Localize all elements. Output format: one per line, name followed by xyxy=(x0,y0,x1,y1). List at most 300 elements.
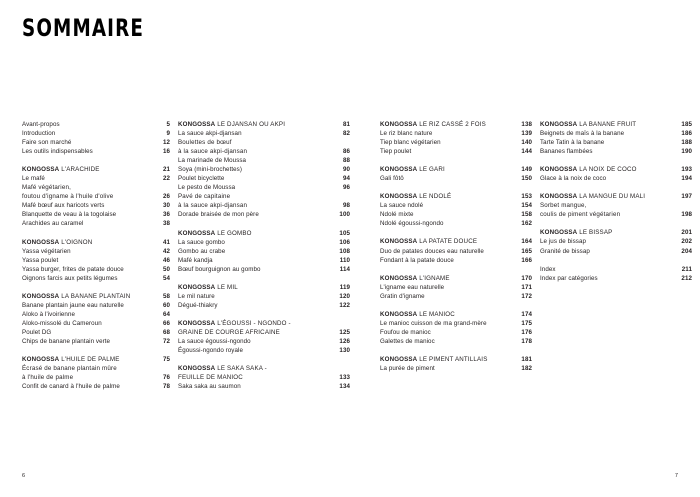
toc-entry-title: L'HUILE DE PALME xyxy=(61,356,120,364)
toc-entry[interactable] xyxy=(380,256,532,265)
kongossa-tag: KONGOSSA xyxy=(178,121,216,128)
toc-entry-page-number: 54 xyxy=(162,274,170,282)
toc-entry-label: Introduction xyxy=(22,130,56,138)
toc-entry-page-number: 197 xyxy=(681,193,692,201)
toc-entry-label: Écrasé de banane plantain mûre xyxy=(22,365,117,373)
toc-entry-label: Le manioc cuisson de ma grand-mère xyxy=(380,319,487,327)
toc-entry-page-number: 126 xyxy=(339,337,350,345)
toc-entry-label: Yassa poulet xyxy=(22,256,59,264)
toc-entry-page-number: 94 xyxy=(342,175,350,183)
toc-entry-page-number: 162 xyxy=(521,220,532,228)
toc-entry[interactable] xyxy=(540,210,692,219)
toc-entry-label xyxy=(380,165,514,174)
toc-entry[interactable] xyxy=(22,337,170,346)
toc-entry-page-number: 100 xyxy=(339,211,350,219)
toc-entry-label: Faire son marché xyxy=(22,139,72,147)
toc-entry-page-number: 36 xyxy=(162,211,170,219)
toc-column-4 xyxy=(540,120,700,391)
toc-entry-page-number: 175 xyxy=(521,319,532,327)
toc-entry[interactable] xyxy=(22,120,170,129)
toc-entry-label: Soya (mini-brochettes) xyxy=(178,166,243,174)
toc-entry-page-number: 204 xyxy=(681,247,692,255)
toc-entry-label: Boulettes de bœuf xyxy=(178,139,232,147)
toc-entry[interactable] xyxy=(178,174,350,183)
toc-entry-label xyxy=(178,283,332,292)
toc-entry-page-number: 190 xyxy=(681,148,692,156)
toc-entry-label: Fondant à la patate douce xyxy=(380,256,454,264)
toc-column-3 xyxy=(358,120,540,391)
toc-entry-page-number: 165 xyxy=(521,247,532,255)
toc-entry[interactable] xyxy=(178,129,350,138)
toc-entry[interactable] xyxy=(22,373,170,382)
toc-entry-title: LA MANGUE DU MALI xyxy=(579,193,646,201)
toc-entry-label xyxy=(380,274,514,283)
toc-entry-page-number: 110 xyxy=(339,256,350,264)
toc-entry[interactable] xyxy=(380,328,532,337)
toc-entry-page-number: 170 xyxy=(521,274,532,282)
toc-section-heading[interactable] xyxy=(540,192,692,201)
toc-entry-page-number: 193 xyxy=(681,166,692,174)
folio-right: 7 xyxy=(674,473,678,479)
toc-entry-label: Poulet bicyclette xyxy=(178,175,225,183)
toc-entry[interactable] xyxy=(22,192,170,201)
toc-entry-label: Dorade braisée de mon père xyxy=(178,211,259,219)
toc-entry[interactable] xyxy=(380,337,532,346)
toc-entry-label: Galettes de manioc xyxy=(380,337,435,345)
toc-entry-label: Beignets de maïs à la banane xyxy=(540,130,625,138)
toc-entry-page-number: 22 xyxy=(162,175,170,183)
toc-entry[interactable] xyxy=(540,247,692,256)
toc-entry-page-number: 30 xyxy=(162,202,170,210)
toc-entry-label: Mafé kandja xyxy=(178,256,213,264)
toc-entry-page-number: 182 xyxy=(521,364,532,372)
toc-entry[interactable] xyxy=(22,265,170,274)
kongossa-tag: KONGOSSA xyxy=(22,292,60,300)
toc-entry-title: L'ÉGOUSSI - NGONDO - xyxy=(217,319,291,327)
toc-entry-label xyxy=(380,192,514,201)
toc-entry[interactable] xyxy=(178,292,350,301)
toc-section-heading[interactable] xyxy=(22,238,170,247)
kongossa-tag: KONGOSSA xyxy=(178,283,216,291)
toc-entry-label: à l'huile de palme xyxy=(22,374,74,382)
toc-entry[interactable] xyxy=(540,265,692,274)
toc-entry-label xyxy=(380,310,514,319)
toc-entry-page-number: 16 xyxy=(162,148,170,156)
toc-section-heading[interactable] xyxy=(178,283,350,292)
toc-entry-page-number: 119 xyxy=(339,283,350,291)
toc-entry-label: Avant-propos xyxy=(22,121,60,128)
kongossa-tag: KONGOSSA xyxy=(22,166,60,174)
toc-entry[interactable] xyxy=(380,247,532,256)
toc-entry-label: Tiep blanc végétarien xyxy=(380,139,441,147)
toc-column-1 xyxy=(0,120,178,391)
toc-entry-page-number: 75 xyxy=(162,356,170,364)
toc-entry[interactable] xyxy=(178,201,350,210)
toc-entry-page-number: 38 xyxy=(162,220,170,228)
toc-section-heading[interactable] xyxy=(178,364,350,373)
toc-entry-page-number: 114 xyxy=(339,265,350,273)
toc-entry-label: Foufou de manioc xyxy=(380,328,431,336)
toc-entry-label: Le riz blanc nature xyxy=(380,130,433,138)
toc-entry-title: LE MANIOC xyxy=(419,310,455,318)
toc-entry[interactable] xyxy=(22,147,170,156)
toc-entry[interactable] xyxy=(22,247,170,256)
toc-section-heading[interactable] xyxy=(22,355,170,364)
toc-entry-page-number: 212 xyxy=(681,274,692,282)
toc-entry-page-number: 86 xyxy=(342,148,350,156)
toc-entry-page-number: 150 xyxy=(521,175,532,183)
toc-entry[interactable] xyxy=(22,219,170,228)
toc-entry-label xyxy=(178,120,332,129)
toc-entry-label: Bœuf bourguignon au gombo xyxy=(178,265,261,273)
toc-entry-page-number: 98 xyxy=(342,202,350,210)
toc-entry-label: Poulet DG xyxy=(22,328,52,336)
toc-entry-title: LA BANANE PLANTAIN xyxy=(61,292,131,300)
toc-entry-title: LA NOIX DE COCO xyxy=(579,166,637,174)
toc-entry-page-number: 211 xyxy=(681,265,692,273)
toc-entry[interactable] xyxy=(22,364,170,373)
toc-entry-label: La sauce akpi-djansan xyxy=(178,130,242,138)
toc-entry[interactable] xyxy=(178,147,350,156)
toc-entry[interactable] xyxy=(22,328,170,337)
toc-entry-label: La sauce ndolé xyxy=(380,202,424,210)
toc-entry[interactable] xyxy=(178,346,350,355)
toc-entry-page-number: 174 xyxy=(521,310,532,318)
toc-entry-page-number: 133 xyxy=(339,374,350,382)
toc-entry-label xyxy=(22,292,152,301)
toc-entry[interactable] xyxy=(380,319,532,328)
toc-entry[interactable] xyxy=(540,201,692,210)
toc-entry-label: Aloko à l'ivoirienne xyxy=(22,310,75,318)
toc-spacer xyxy=(540,256,692,265)
toc-entry-page-number: 12 xyxy=(162,139,170,147)
toc-entry-page-number: 186 xyxy=(681,130,692,138)
toc-entry-title: LA PATATE DOUCE xyxy=(419,238,478,246)
toc-entry[interactable] xyxy=(22,382,170,391)
toc-entry-label: Le pesto de Moussa xyxy=(178,184,236,192)
toc-entry-label xyxy=(22,238,152,247)
kongossa-tag: KONGOSSA xyxy=(380,310,418,318)
toc-entry[interactable] xyxy=(178,238,350,247)
toc-entry-page-number: 166 xyxy=(521,256,532,264)
toc-entry-label xyxy=(178,364,332,373)
toc-entry[interactable] xyxy=(178,183,350,192)
toc-entry-label: Saka saka au saumon xyxy=(178,383,241,391)
toc-section-heading[interactable] xyxy=(178,229,350,238)
toc-entry-label: Yassa burger, frites de patate douce xyxy=(22,265,124,273)
kongossa-tag: KONGOSSA xyxy=(380,274,418,282)
kongossa-tag: KONGOSSA xyxy=(178,319,216,327)
toc-entry-page-number: 60 xyxy=(162,301,170,309)
kongossa-tag: KONGOSSA xyxy=(22,238,60,246)
toc-entry[interactable] xyxy=(22,129,170,138)
kongossa-tag: KONGOSSA xyxy=(380,121,418,128)
kongossa-tag: KONGOSSA xyxy=(178,365,216,373)
toc-entry-label xyxy=(22,165,152,174)
toc-entry-label: Yassa végétarien xyxy=(22,247,71,255)
toc-entry-page-number: 153 xyxy=(521,193,532,201)
toc-entry-label: L'igname eau naturelle xyxy=(380,283,445,291)
toc-entry-label: La purée de piment xyxy=(380,364,435,372)
toc-entry-label xyxy=(178,229,332,238)
toc-section-heading[interactable] xyxy=(178,319,350,328)
toc-entry-page-number: 171 xyxy=(521,283,532,291)
toc-entry-page-number: 172 xyxy=(521,292,532,300)
toc-entry-label: Index xyxy=(540,265,556,273)
toc-entry-title: L'OIGNON xyxy=(61,238,93,246)
toc-entry-page-number: 149 xyxy=(521,166,532,174)
toc-entry-label: Granité de bissap xyxy=(540,247,590,255)
toc-entry-label xyxy=(380,237,514,246)
toc-entry-label: Les outils indispensables xyxy=(22,148,93,156)
toc-entry-page-number: 88 xyxy=(342,157,350,165)
toc-entry[interactable] xyxy=(178,192,350,201)
toc-entry-label xyxy=(22,355,152,364)
toc-entry-label: La sauce égoussi-ngondo xyxy=(178,337,251,345)
toc-entry[interactable] xyxy=(380,364,532,373)
toc-entry-label: Blanquette de veau à la togolaise xyxy=(22,211,117,219)
toc-entry-page-number: 154 xyxy=(521,202,532,210)
kongossa-tag: KONGOSSA xyxy=(380,166,418,174)
toc-entry-page-number: 130 xyxy=(339,347,350,355)
toc-entry-label: Le jus de bissap xyxy=(540,238,586,246)
toc-entry[interactable] xyxy=(178,328,350,337)
toc-entry-title: LA BANANE FRUIT xyxy=(579,121,637,128)
toc-entry-page-number: 134 xyxy=(339,383,350,391)
toc-entry[interactable] xyxy=(178,156,350,165)
page-title-wrap xyxy=(22,13,145,42)
toc-entry-page-number: 81 xyxy=(342,121,350,128)
toc-entry-page-number: 58 xyxy=(162,292,170,300)
toc-entry[interactable] xyxy=(178,382,350,391)
toc-entry-page-number: 105 xyxy=(339,229,350,237)
toc-entry-label: Ndolé égoussi-ngondo xyxy=(380,220,444,228)
toc-entry-label: La sauce gombo xyxy=(178,238,225,246)
toc-entry-label xyxy=(540,120,674,129)
toc-entry-label: Chips de banane plantain verte xyxy=(22,337,111,345)
toc-entry-page-number: 176 xyxy=(521,328,532,336)
toc-entry-label: coulis de piment végétarien xyxy=(540,211,621,219)
toc-section-heading[interactable] xyxy=(540,165,692,174)
toc-entry[interactable] xyxy=(22,301,170,310)
toc-entry-page-number: 5 xyxy=(166,121,170,128)
toc-entry-page-number: 198 xyxy=(681,211,692,219)
toc-entry[interactable] xyxy=(178,138,350,147)
toc-entry-page-number: 82 xyxy=(342,130,350,138)
toc-entry-title: LE BISSAP xyxy=(579,229,613,237)
toc-entry[interactable] xyxy=(380,174,532,183)
toc-entry-label: Gratin d'igname xyxy=(380,292,425,300)
toc-entry-title: LE RIZ CASSÉ 2 FOIS xyxy=(419,121,486,128)
toc-entry[interactable] xyxy=(540,147,692,156)
toc-entry-title: LE GOMBO xyxy=(217,229,252,237)
toc-entry-page-number: 140 xyxy=(521,139,532,147)
toc-entry[interactable] xyxy=(22,183,170,192)
toc-entry-page-number: 78 xyxy=(162,383,170,391)
toc-entry-page-number: 41 xyxy=(162,238,170,246)
toc-section-heading[interactable] xyxy=(380,310,532,319)
toc-entry-label: FEUILLE DE MANIOC xyxy=(178,374,243,382)
toc-entry[interactable] xyxy=(540,237,692,246)
toc-entry-page-number: 202 xyxy=(681,238,692,246)
toc-entry-label: foutou d'igname à l'huile d'olive xyxy=(22,193,114,201)
toc-entry[interactable] xyxy=(380,219,532,228)
toc-section-heading[interactable] xyxy=(540,228,692,237)
folio-left: 6 xyxy=(22,473,26,479)
toc-section-heading[interactable] xyxy=(380,120,532,129)
toc-entry-label: Le mafé xyxy=(22,175,45,183)
toc-entry-page-number: 46 xyxy=(162,256,170,264)
toc-entry-label: à la sauce akpi-djansan xyxy=(178,148,248,156)
toc-entry-label: Tarte Tatin à la banane xyxy=(540,139,605,147)
toc-entry-page-number: 178 xyxy=(521,337,532,345)
toc-entry-label: GRAINE DE COURGE AFRICAINE xyxy=(178,328,280,336)
toc-entry-page-number: 21 xyxy=(162,166,170,174)
toc-entry-page-number: 138 xyxy=(521,121,532,128)
toc-section-heading[interactable] xyxy=(380,355,532,364)
toc-entry-label xyxy=(540,165,674,174)
toc-entry[interactable] xyxy=(380,147,532,156)
toc-entry-page-number: 122 xyxy=(339,301,350,309)
toc-entry-label: Aloko-missolé du Cameroun xyxy=(22,319,102,327)
toc-entry[interactable] xyxy=(178,301,350,310)
toc-entry[interactable] xyxy=(380,201,532,210)
toc-entry-page-number: 66 xyxy=(162,319,170,327)
toc-section-heading[interactable] xyxy=(380,274,532,283)
toc-entry-page-number: 144 xyxy=(521,148,532,156)
toc-entry-page-number: 139 xyxy=(521,130,532,138)
toc-entry[interactable] xyxy=(22,274,170,283)
toc-entry-title: LE NDOLÉ xyxy=(419,193,452,201)
toc-entry-page-number: 68 xyxy=(162,328,170,336)
toc-entry-page-number: 125 xyxy=(339,328,350,336)
kongossa-tag: KONGOSSA xyxy=(380,238,418,246)
toc-entry-label: Mafé végétarien, xyxy=(22,184,71,192)
toc-entry-page-number: 106 xyxy=(339,238,350,246)
toc-entry[interactable] xyxy=(178,247,350,256)
toc-entry[interactable] xyxy=(380,129,532,138)
toc-columns xyxy=(0,120,700,391)
kongossa-tag: KONGOSSA xyxy=(380,193,418,201)
toc-column-2 xyxy=(178,120,358,391)
toc-entry[interactable] xyxy=(380,292,532,301)
toc-entry-label: Ndolé mixte xyxy=(380,211,414,219)
toc-entry[interactable] xyxy=(178,265,350,274)
toc-entry-page-number: 76 xyxy=(162,374,170,382)
toc-entry-page-number: 9 xyxy=(166,130,170,138)
toc-entry-page-number: 26 xyxy=(162,193,170,201)
toc-section-heading[interactable] xyxy=(380,237,532,246)
toc-entry-page-number: 50 xyxy=(162,265,170,273)
toc-entry[interactable] xyxy=(178,256,350,265)
toc-entry[interactable] xyxy=(22,210,170,219)
toc-section-heading[interactable] xyxy=(380,192,532,201)
toc-entry-title: LE DJANSAN OU AKPI xyxy=(217,121,286,128)
toc-entry-label: Pavé de capitaine xyxy=(178,193,231,201)
toc-entry-label: Le mil nature xyxy=(178,292,215,300)
toc-entry-label: Gali fôtô xyxy=(380,175,404,183)
toc-entry-title: L'ARACHIDE xyxy=(61,166,100,174)
toc-entry[interactable] xyxy=(380,138,532,147)
toc-entry[interactable] xyxy=(540,138,692,147)
toc-entry[interactable] xyxy=(178,373,350,382)
toc-entry-label: Oignons farcis aux petits légumes xyxy=(22,274,118,282)
toc-entry[interactable] xyxy=(22,201,170,210)
toc-entry[interactable] xyxy=(380,210,532,219)
toc-entry-label xyxy=(540,192,674,201)
toc-entry[interactable] xyxy=(540,274,692,283)
toc-entry-page-number: 188 xyxy=(681,139,692,147)
toc-entry-page-number: 64 xyxy=(162,310,170,318)
toc-entry-label: Bananes flambées xyxy=(540,148,593,156)
toc-entry[interactable] xyxy=(22,319,170,328)
toc-section-heading[interactable] xyxy=(540,120,692,129)
toc-entry-label: Gombo au crabe xyxy=(178,247,226,255)
toc-entry-title: LE MIL xyxy=(217,283,238,291)
toc-entry[interactable] xyxy=(22,310,170,319)
toc-entry-page-number: 96 xyxy=(342,184,350,192)
toc-entry-label: Tiep poulet xyxy=(380,148,412,156)
toc-entry-title: LE GARI xyxy=(419,166,445,174)
toc-entry[interactable] xyxy=(178,165,350,174)
toc-entry-page-number: 201 xyxy=(681,229,692,237)
toc-entry-label xyxy=(178,319,332,328)
toc-entry-page-number: 72 xyxy=(162,337,170,345)
toc-entry-title: L'IGNAME xyxy=(419,274,450,282)
toc-section-heading[interactable] xyxy=(22,165,170,174)
toc-entry-page-number: 158 xyxy=(521,211,532,219)
toc-section-heading[interactable] xyxy=(22,292,170,301)
toc-entry-label: Duo de patates douces eau naturelle xyxy=(380,247,484,255)
toc-entry[interactable] xyxy=(22,256,170,265)
toc-entry[interactable] xyxy=(22,138,170,147)
toc-entry-label: Égoussi-ngondo royale xyxy=(178,347,243,355)
toc-entry-page-number: 108 xyxy=(339,247,350,255)
toc-entry-page-number: 164 xyxy=(521,238,532,246)
toc-section-heading[interactable] xyxy=(380,165,532,174)
toc-entry-page-number: 194 xyxy=(681,175,692,183)
toc-entry-label: Glace à la noix de coco xyxy=(540,175,607,183)
toc-section-heading[interactable] xyxy=(178,120,350,129)
toc-entry-label: à la sauce akpi-djansan xyxy=(178,202,248,210)
toc-entry[interactable] xyxy=(380,283,532,292)
toc-entry-label: Confit de canard à l'huile de palme xyxy=(22,383,120,391)
toc-entry-label: La marinade de Moussa xyxy=(178,157,247,165)
toc-entry-label: Index par catégories xyxy=(540,274,598,282)
toc-entry-page-number: 185 xyxy=(681,121,692,128)
toc-entry-label: Dégué-thiakry xyxy=(178,301,218,309)
toc-entry[interactable] xyxy=(540,129,692,138)
toc-entry-title: LE SAKA SAKA - xyxy=(217,365,267,373)
toc-entry-label: Mafé bœuf aux haricots verts xyxy=(22,202,105,210)
toc-entry-label: Sorbet mangue, xyxy=(540,202,587,210)
toc-entry[interactable] xyxy=(22,174,170,183)
kongossa-tag: KONGOSSA xyxy=(380,355,418,363)
toc-entry[interactable] xyxy=(178,337,350,346)
kongossa-tag: KONGOSSA xyxy=(540,193,578,201)
kongossa-tag: KONGOSSA xyxy=(540,121,578,128)
kongossa-tag: KONGOSSA xyxy=(540,229,578,237)
toc-entry-page-number: 120 xyxy=(339,292,350,300)
toc-entry-page-number: 181 xyxy=(521,355,532,363)
toc-entry-title: LE PIMENT ANTILLAIS xyxy=(419,355,488,363)
toc-entry-page-number: 42 xyxy=(162,247,170,255)
toc-entry[interactable] xyxy=(178,210,350,219)
toc-entry-label xyxy=(380,355,514,364)
toc-entry[interactable] xyxy=(540,174,692,183)
kongossa-tag: KONGOSSA xyxy=(540,166,578,174)
page-title: SOMMAIRE xyxy=(22,13,145,42)
